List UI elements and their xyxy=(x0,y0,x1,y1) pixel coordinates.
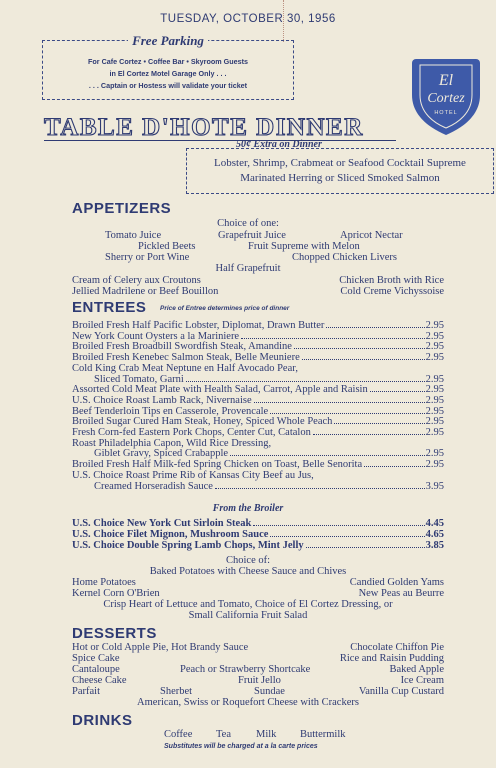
menu-item-name: Fresh Corn-fed Eastern Pork Chops, Center Cut, Catalon xyxy=(72,427,311,438)
desserts-heading: DESSERTS xyxy=(72,625,157,642)
drinks-heading: DRINKS xyxy=(72,712,133,729)
dessert-item: Ice Cream xyxy=(400,675,444,686)
dot-leader xyxy=(215,488,425,489)
menu-item-name: Broiled Fresh Kenebec Salmon Steak, Belle Meuniere xyxy=(72,352,300,364)
free-parking-box xyxy=(42,33,294,100)
sides-choice: Choice of: xyxy=(225,555,271,566)
appetizer-item: Chopped Chicken Livers xyxy=(292,252,397,263)
cheese-item: American, Swiss or Roquefort Cheese with Crackers xyxy=(137,697,359,708)
menu-item-price: 2.95 xyxy=(425,394,444,406)
dessert-item: Fruit Jello xyxy=(238,675,281,686)
dessert-item: Spice Cake xyxy=(72,653,120,664)
soup-item: Chicken Broth with Rice xyxy=(339,275,444,286)
cocktail-box xyxy=(186,148,494,194)
logo-text-cortez: Cortez xyxy=(427,91,465,106)
parking-title: Free Parking xyxy=(128,33,208,48)
side-item: Candied Golden Yams xyxy=(349,577,444,588)
entrees-heading: ENTREES xyxy=(72,299,147,316)
side-item: Crisp Heart of Lettuce and Tomato, Choice of El Cortez Dressing, or xyxy=(103,599,393,610)
dot-leader xyxy=(253,525,424,526)
parking-line-3: . . . Captain or Hostess will validate your ticket xyxy=(88,81,248,90)
menu-item-price: 2.95 xyxy=(425,416,444,428)
menu-item xyxy=(72,538,444,551)
menu-item-name: Giblet Gravy, Spiced Crabapple xyxy=(94,448,229,460)
appetizer-item: Grapefruit Juice xyxy=(218,230,286,241)
parking-line-1: For Cafe Cortez • Coffee Bar • Skyroom Guests xyxy=(88,57,248,66)
drink-item: Coffee xyxy=(164,729,193,740)
menu-item-name: Broiled Fresh Half Milk-fed Spring Chicken on Toast, Belle Senorita xyxy=(72,459,363,471)
logo-text-hotel: HOTEL xyxy=(434,110,458,116)
menu-item-price: 2.95 xyxy=(425,320,444,331)
el-cortez-logo xyxy=(408,55,484,137)
soup-item: Cold Creme Vichyssoise xyxy=(340,286,444,297)
menu-item-name: Broiled Sugar Cured Ham Steak, Honey, Spiced Whole Peach xyxy=(72,416,333,428)
menu-item xyxy=(94,479,444,492)
menu-item-price: 2.95 xyxy=(425,459,444,471)
appetizer-item: Sherry or Port Wine xyxy=(105,252,190,263)
dessert-item: Cantaloupe xyxy=(72,664,120,675)
appetizer-item: Tomato Juice xyxy=(105,230,162,241)
cocktail-line-2: Marinated Herring or Sliced Smoked Salmon xyxy=(240,172,440,184)
menu-item-name: U.S. Choice Double Spring Lamb Chops, Mint Jelly xyxy=(72,540,304,551)
menu-item-name: Broiled Fresh Broadbill Swordfish Steak, Amandine xyxy=(72,341,292,353)
title-underline xyxy=(44,140,396,141)
dessert-item: Sherbet xyxy=(160,686,193,697)
dessert-item: Rice and Raisin Pudding xyxy=(339,653,444,664)
menu-item-name: U.S. Choice New York Cut Sirloin Steak xyxy=(72,518,252,529)
appetizer-item: Pickled Beets xyxy=(138,241,196,252)
cocktail-line-1: Lobster, Shrimp, Crabmeat or Seafood Cocktail Supreme xyxy=(214,157,466,169)
drink-item: Tea xyxy=(216,729,232,740)
side-item: Home Potatoes xyxy=(72,577,136,588)
menu-item-name: Beef Tenderloin Tips en Casserole, Provencale xyxy=(72,405,269,417)
appetizer-item: Fruit Supreme with Melon xyxy=(248,241,360,252)
menu-item-name: U.S. Choice Roast Lamb Rack, Nivernaise xyxy=(72,394,252,406)
menu-item-price: 2.95 xyxy=(425,384,444,396)
parking-line-2: in El Cortez Motel Garage Only . . . xyxy=(109,69,227,78)
dot-leader xyxy=(306,547,425,548)
menu-item-price: 3.95 xyxy=(425,480,444,492)
menu-item-price: 4.65 xyxy=(425,529,444,540)
appetizers-heading: APPETIZERS xyxy=(72,200,172,217)
appetizer-item: Half Grapefruit xyxy=(215,263,281,274)
menu-item-price: 2.95 xyxy=(425,405,444,417)
menu-item-name: Broiled Fresh Half Pacific Lobster, Diplomat, Drawn Butter xyxy=(72,320,325,331)
appetizers-choice: Choice of one: xyxy=(217,218,279,229)
side-item: Small California Fruit Salad xyxy=(188,610,308,621)
dessert-item: Cheese Cake xyxy=(72,675,127,686)
drink-item: Buttermilk xyxy=(300,729,346,740)
logo-text-el: El xyxy=(438,72,454,89)
menu-item-name: Creamed Horseradish Sauce xyxy=(94,480,213,492)
soup-item: Jellied Madrilene or Beef Bouillon xyxy=(72,286,219,297)
dot-leader xyxy=(270,536,424,537)
dessert-item: Baked Apple xyxy=(389,664,444,675)
side-item: Baked Potatoes with Cheese Sauce and Chives xyxy=(149,566,347,577)
menu-item-name: Roast Philadelphia Capon, Wild Rice Dressing, xyxy=(72,437,272,449)
appetizer-item: Apricot Nectar xyxy=(340,230,403,241)
menu-item-price: 2.95 xyxy=(425,427,444,438)
menu-item-name: Sliced Tomato, Garni xyxy=(94,373,184,385)
menu-item-price: 4.45 xyxy=(425,518,444,529)
dessert-item: Vanilla Cup Custard xyxy=(358,686,444,697)
menu-item-price: 2.95 xyxy=(425,330,444,342)
menu-item-name: New York Count Oysters a la Mariniere xyxy=(72,330,240,342)
side-item: Kernel Corn O'Brien xyxy=(72,588,160,599)
menu-item-name: Cold King Crab Meat Neptune en Half Avocado Pear, xyxy=(72,362,298,374)
dessert-item: Chocolate Chiffon Pie xyxy=(350,642,444,653)
drink-item: Milk xyxy=(256,729,277,740)
menu-item-name: U.S. Choice Filet Mignon, Mushroom Sauce xyxy=(72,529,269,540)
side-item: New Peas au Beurre xyxy=(358,588,444,599)
soup-item: Cream of Celery aux Croutons xyxy=(72,275,201,286)
menu-item-price: 2.95 xyxy=(425,341,444,353)
menu-item-name: U.S. Choice Roast Prime Rib of Kansas City Beef au Jus, xyxy=(72,469,314,481)
menu-item-price: 2.95 xyxy=(425,448,444,460)
menu-date: TUESDAY, OCTOBER 30, 1956 xyxy=(160,13,336,25)
dessert-item: Parfait xyxy=(72,686,100,697)
dessert-item: Hot or Cold Apple Pie, Hot Brandy Sauce xyxy=(72,642,249,653)
menu-item-price: 2.95 xyxy=(425,373,444,385)
menu-item-price: 3.85 xyxy=(425,540,444,551)
dessert-item: Sundae xyxy=(254,686,285,697)
broiler-heading: From the Broiler xyxy=(212,503,284,514)
menu-title: TABLE D'HOTE DINNER xyxy=(44,114,364,141)
extra-note: 50¢ Extra on Dinner xyxy=(236,139,322,150)
menu-item-name: Assorted Cold Meat Plate with Health Salad, Carrot, Apple and Raisin xyxy=(72,384,368,396)
entrees-note: Price of Entree determines price of dinner xyxy=(160,305,290,312)
menu-item-price: 2.95 xyxy=(425,352,444,364)
substitutes-note: Substitutes will be charged at a la carte prices xyxy=(164,743,318,750)
dessert-item: Peach or Strawberry Shortcake xyxy=(180,664,311,675)
